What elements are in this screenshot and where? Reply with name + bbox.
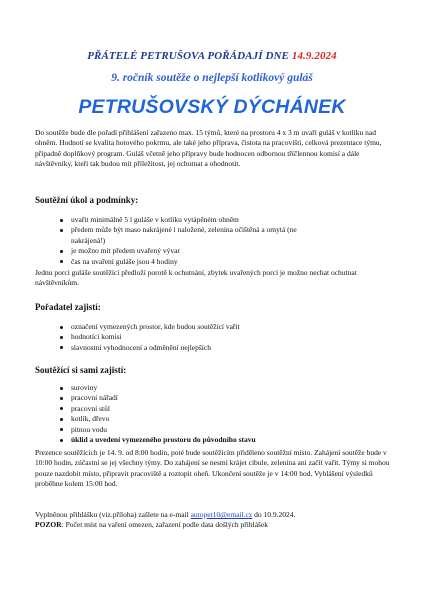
organizer-list: [60, 322, 380, 353]
bullet-icon: [60, 439, 63, 442]
schedule-paragraph: Prezence soutěžících je 14. 9. od 8:00 hodin, poté bude soutěžícím přiděleno soutěžní místo. Zahájení soutěže bude v 10:00 hodin, zúčastní se jej všechny týmy. Do zahájení se nesmí krájet cibule, zelenina ani začít vařit. Týmy si mohou pouze nazdobit místo, připravit pracoviště a roztopit oheň. Ukončení soutěže je v 14:00 hod. Vyhlášení výsledků proběhne kolem 15:00 hod.: [35, 448, 390, 489]
bullet-icon: [60, 336, 63, 339]
list-item: označení vymezených prostor, kde budou soutěžící vařit: [60, 322, 380, 332]
list-item: pracovní nářadí: [60, 393, 380, 403]
list-item: je možno mít předem uvařený vývar: [60, 246, 380, 256]
task-list: [60, 215, 380, 267]
bullet-icon: [60, 326, 63, 329]
bullet-icon: [60, 387, 63, 390]
organizer-text: PŘÁTELÉ PETRUŠOVA POŘÁDAJÍ DNE: [87, 50, 292, 62]
list-item: uvařit minimálně 5 l guláše v kotlíku vytápěném ohněm: [60, 215, 380, 225]
list-item: předem může být maso nakrájené i naložené, zelenina očištěná a omytá (ne: [60, 225, 380, 235]
bullet-icon: [60, 428, 63, 431]
bullet-icon: [60, 250, 63, 253]
email-link[interactable]: autopet10@email.cz: [190, 510, 253, 519]
organizer-heading: Pořadatel zajistí:: [35, 302, 101, 312]
bullet-icon: [60, 346, 63, 349]
event-date: 14.9.2024: [291, 50, 337, 62]
list-item: pitnou vodu: [60, 425, 380, 435]
list-item: čas na uvaření guláše jsou 4 hodiny: [60, 257, 380, 267]
event-title: PETRUŠOVSKÝ DÝCHÁNEK: [78, 96, 346, 118]
bullet-icon: [60, 219, 63, 222]
list-item: nakrájená!): [71, 235, 106, 245]
list-item: hodnotící komisi: [60, 332, 380, 342]
warning-text: : Počet míst na vaření omezen, zařazení podle data došlých přihlášek: [61, 520, 269, 530]
competitors-list: [60, 383, 380, 445]
organizer-line: [0, 50, 424, 62]
edition-line: 9. ročník soutěže o nejlepší kotlíkový guláš: [111, 72, 313, 84]
intro-paragraph: Do soutěže bude dle pořadí přihlášení zařazeno max. 15 týmů, které na prostoru 4 x 3 m uvaří guláš v kotlíku nad ohněm. Hodnotí se kvalita hotového pokrmu, ale také jeho příprava, čistota na pracovišti, celková prezentace týmu, případně doplňkový program. Guláš včetně jeho přípravy bude hodnocen odbornou tříčlennou komisí a dále návštěvníky, kteří tak budou mít příležitost, jej ochutnat a ohodnotit.: [35, 128, 382, 169]
task-heading: Soutěžní úkol a podmínky:: [35, 195, 139, 205]
list-item: slavnostní vyhodnocení a odměnění nejlepších: [60, 343, 380, 353]
bullet-icon: [60, 407, 63, 410]
bullet-icon: [60, 260, 63, 263]
registration-note: Vyplněnou přihlášku (viz.příloha) zašlete na e-mail autopet10@email.cz do 10.9.2024. POZOR: Počet míst na vaření omezen, zařazení podle data došlých přihlášek: [35, 510, 296, 530]
list-item: úklid a uvedení vymezeného prostoru do původního stavu: [60, 435, 380, 445]
bullet-icon: [60, 229, 63, 232]
bullet-icon: [60, 418, 63, 421]
list-item: pracovní stůl: [60, 404, 380, 414]
list-item: kotlík, dřevo: [60, 414, 380, 424]
competitors-heading: Soutěžící si sami zajistí:: [35, 365, 127, 375]
warning-label: POZOR: [35, 520, 62, 530]
task-note: Jednu porci guláše soutěžící předloží porotě k ochutnání, zbytek uvařených porcí je možno nechat ochutnat návštěvníkům.: [35, 268, 357, 288]
bullet-icon: [60, 397, 63, 400]
list-item: suroviny: [60, 383, 380, 393]
